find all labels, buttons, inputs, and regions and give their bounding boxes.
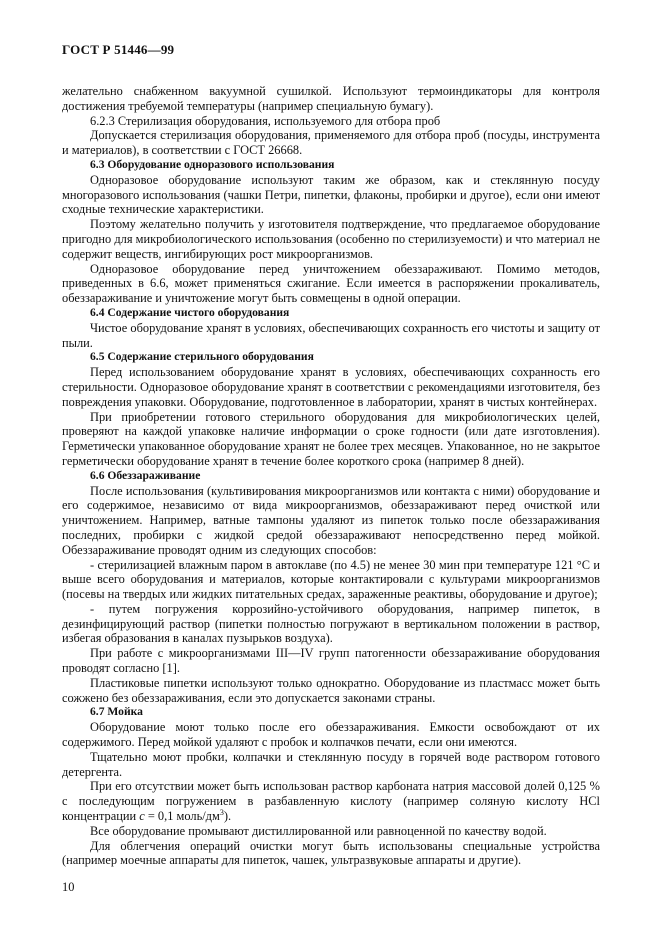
formula-exponent: 3 — [219, 807, 224, 817]
paragraph: Поэтому желательно получить у изготовителя подтверждение, что предлагаемое оборудование пригодно для микробиологического использования (особенно по стерилизуемости) и что материал не содержит веществ, ингибирующих рост микроорганизмов. — [62, 217, 600, 261]
formula-end: ). — [223, 809, 232, 824]
paragraph: Перед использованием оборудование хранят в условиях, обеспечивающих сохранность его стерильности. Одноразовое оборудование хранят в соответствии с рекомендациями изготовителя, без повреждения упаковки. Оборудование, подготовленное в лаборатории, хранят в чистых контейнерах. — [62, 365, 600, 409]
document-body — [62, 84, 600, 868]
paragraph: Чистое оборудование хранят в условиях, обеспечивающих сохранность его чистоты и защиту от пыли. — [62, 320, 600, 350]
list-item: - стерилизацией влажным паром в автоклаве (по 4.5) не менее 30 мин при температуре 121 °С и выше всего оборудования и материалов, которые контактировали с культурами микроорганизмов (посевы на твердых или жидких питательных средах, зараженные реактивы, оборудование и другое); — [62, 557, 600, 602]
paragraph: Пластиковые пипетки используют только однократно. Оборудование из пластмасс может быть сожжено без обеззараживания, если это допускается законами страны. — [62, 675, 600, 705]
paragraph: При работе с микроорганизмами III—IV групп патогенности обеззараживание оборудования проводят согласно [1]. — [62, 646, 600, 676]
paragraph-with-formula — [62, 779, 600, 823]
document-header: ГОСТ Р 51446—99 — [62, 42, 175, 57]
paragraph: Оборудование моют только после его обеззараживания. Емкости освобождают от их содержимого. Перед мойкой удаляют с пробок и колпачков печати, если они имеются. — [62, 720, 600, 750]
subsection-title: 6.2.3 Стерилизация оборудования, используемого для отбора проб — [90, 113, 441, 128]
section-heading: 6.6 Обеззараживание — [90, 468, 201, 482]
paragraph-text: При его отсутствии может быть использован раствор карбоната натрия массовой долей 0,125 % с последующим погружением в разбавленную кислоту (например соляную кислоту HCl концентрации — [62, 779, 600, 824]
paragraph: После использования (культивирования микроорганизмов или контакта с ними) оборудование и его содержимое, независимо от вида микроорганизмов, обеззараживают перед очисткой или уничтожением. Например, ватные тампоны удаляют из пипеток только после обеззараживания последних, пробирки с жидкой средой обеззараживают непосредственно перед мойкой. Обеззараживание проводят одним из следующих способов: — [62, 483, 600, 557]
paragraph: Тщательно моют пробки, колпачки и стеклянную посуду в горячей воде раствором готового детергента. — [62, 749, 600, 779]
paragraph: Одноразовое оборудование перед уничтожением обеззараживают. Помимо методов, приведенных в 6.6, может применяться сжигание. Если имеется в распоряжении прокаливатель, обеззараживание и уничтожение могут быть совмещены в одной операции. — [62, 261, 600, 306]
formula-value: = 0,1 моль/дм — [144, 809, 220, 824]
paragraph: При приобретении готового стерильного оборудования для микробиологических целей, проверяют на каждой упаковке наличие информации о сроке годности (или дате изготовления). Герметически упакованное оборудование хранят не более трех месяцев. Упакованное, но не закрытое герметически оборудование хранят в течение более короткого срока (например 8 дней). — [62, 409, 600, 468]
paragraph: Для облегчения операций очистки могут быть использованы специальные устройства (например моечные аппараты для пипеток, чашек, ультразвуковые аппараты и другие). — [62, 838, 600, 868]
list-item: - путем погружения коррозийно-устойчивого оборудования, например пипеток, в дезинфицирующий раствор (пипетки полностью погружают в вертикальном положении в раствор, избегая образования в каналах пузырьков воздуха). — [62, 601, 600, 646]
paragraph: желательно снабженном вакуумной сушилкой. Используют термоиндикаторы для контроля достижения требуемой температуры (например специальную бумагу). — [62, 84, 600, 113]
paragraph: Допускается стерилизация оборудования, применяемого для отбора проб (посуды, инструмента и материалов), в соответствии с ГОСТ 26668. — [62, 128, 600, 158]
paragraph: Одноразовое оборудование используют таким же образом, как и стеклянную посуду многоразового использования (чашки Петри, пипетки, флаконы, пробирки и другое), если они имеют сходные технические характеристики. — [62, 172, 600, 217]
section-heading: 6.4 Содержание чистого оборудования — [90, 305, 290, 319]
paragraph: Все оборудование промывают дистиллированной или равноценной по качеству водой. — [90, 823, 547, 838]
section-heading: 6.3 Оборудование одноразового использования — [90, 157, 335, 171]
section-heading: 6.7 Мойка — [90, 705, 143, 719]
section-heading: 6.5 Содержание стерильного оборудования — [90, 350, 314, 364]
formula-variable: c — [139, 809, 145, 824]
page-number: 10 — [62, 880, 75, 894]
